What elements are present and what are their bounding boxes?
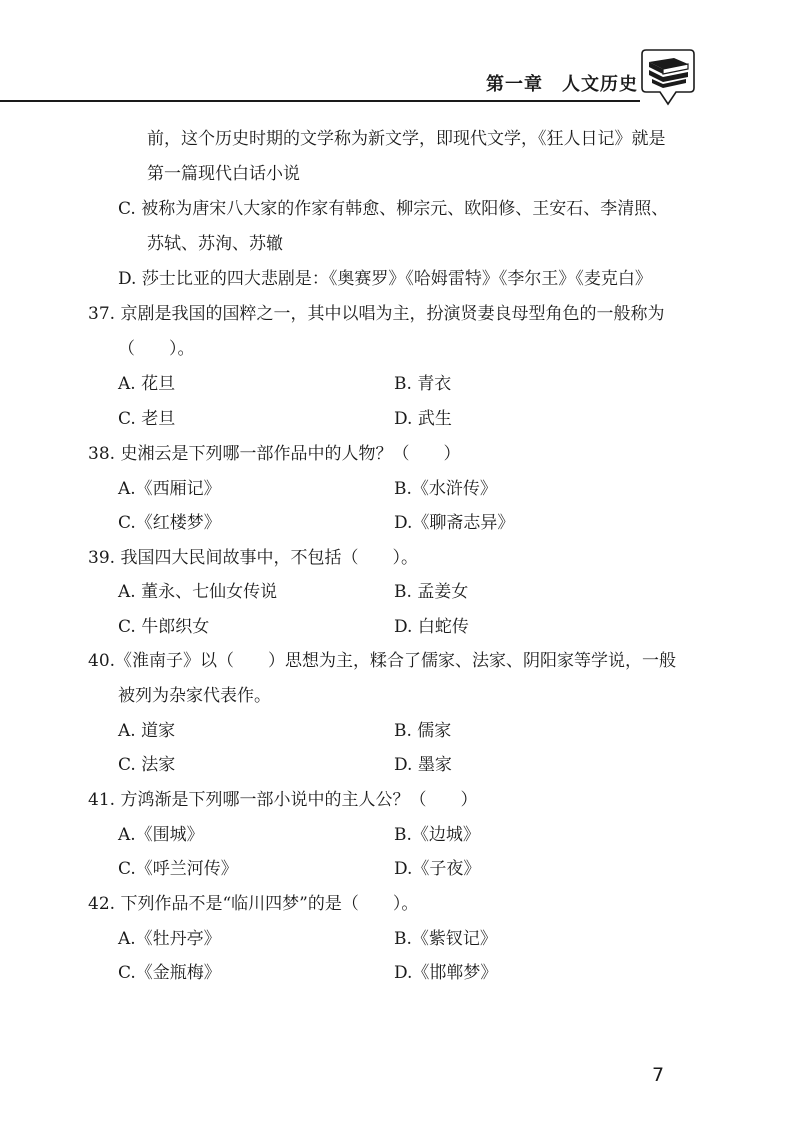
option-b: B.《水浒传》 [394, 479, 497, 499]
option-d: D. 武生 [394, 409, 452, 429]
option-d: D.《邯郸梦》 [394, 963, 498, 983]
option-d: D. 墨家 [394, 755, 452, 775]
continuation-text: 第一篇现代白话小说 [147, 164, 300, 184]
question-stem: 40.《淮南子》以（ ）思想为主，糅合了儒家、法家、阴阳家等学说，一般 [88, 651, 677, 671]
question-stem: 被列为杂家代表作。 [118, 686, 271, 706]
question-stem: 37. 京剧是我国的国粹之一，其中以唱为主，扮演贤妻良母型角色的一般称为 [88, 304, 665, 324]
option-a: A.《围城》 [118, 825, 204, 845]
option-d: D.《子夜》 [394, 859, 481, 879]
question-stem: 41. 方鸿渐是下列哪一部小说中的主人公？（ ） [88, 790, 478, 810]
option-c: C.《红楼梦》 [118, 513, 221, 533]
option-a: A.《西厢记》 [118, 479, 221, 499]
option-d: D. 白蛇传 [394, 617, 469, 637]
option-a: A. 道家 [118, 721, 176, 741]
option-b: B. 孟姜女 [394, 582, 469, 602]
option-a: A. 花旦 [118, 374, 176, 394]
option-d: D.《聊斋志异》 [394, 513, 515, 533]
option-c-text: C. 被称为唐宋八大家的作家有韩愈、柳宗元、欧阳修、王安石、李清照、 [118, 199, 669, 219]
option-c-text: 苏轼、苏洵、苏辙 [147, 234, 283, 254]
option-b: B.《紫钗记》 [394, 929, 497, 949]
option-a: A. 董永、七仙女传说 [118, 582, 278, 602]
option-c: C. 老旦 [118, 409, 176, 429]
option-c: C. 法家 [118, 755, 176, 775]
option-c: C. 牛郎织女 [118, 617, 210, 637]
question-stem: 38. 史湘云是下列哪一部作品中的人物？（ ） [88, 444, 461, 464]
chapter-title: 第一章 人文历史 [486, 74, 638, 95]
option-b: B. 青衣 [394, 374, 452, 394]
question-stem: （ ）。 [118, 339, 195, 359]
option-c: C.《金瓶梅》 [118, 963, 221, 983]
question-stem: 39. 我国四大民间故事中，不包括（ ）。 [88, 548, 418, 568]
option-a: A.《牡丹亭》 [118, 929, 221, 949]
option-b: B.《边城》 [394, 825, 480, 845]
page-number: 7 [652, 1064, 665, 1086]
option-c: C.《呼兰河传》 [118, 859, 238, 879]
continuation-text: 前，这个历史时期的文学称为新文学，即现代文学，《狂人日记》就是 [147, 129, 666, 149]
option-d-text: D. 莎士比亚的四大悲剧是：《奥赛罗》《哈姆雷特》《李尔王》《麦克白》 [118, 269, 652, 289]
option-b: B. 儒家 [394, 721, 452, 741]
question-stem: 42. 下列作品不是“临川四梦”的是（ ）。 [88, 894, 419, 914]
